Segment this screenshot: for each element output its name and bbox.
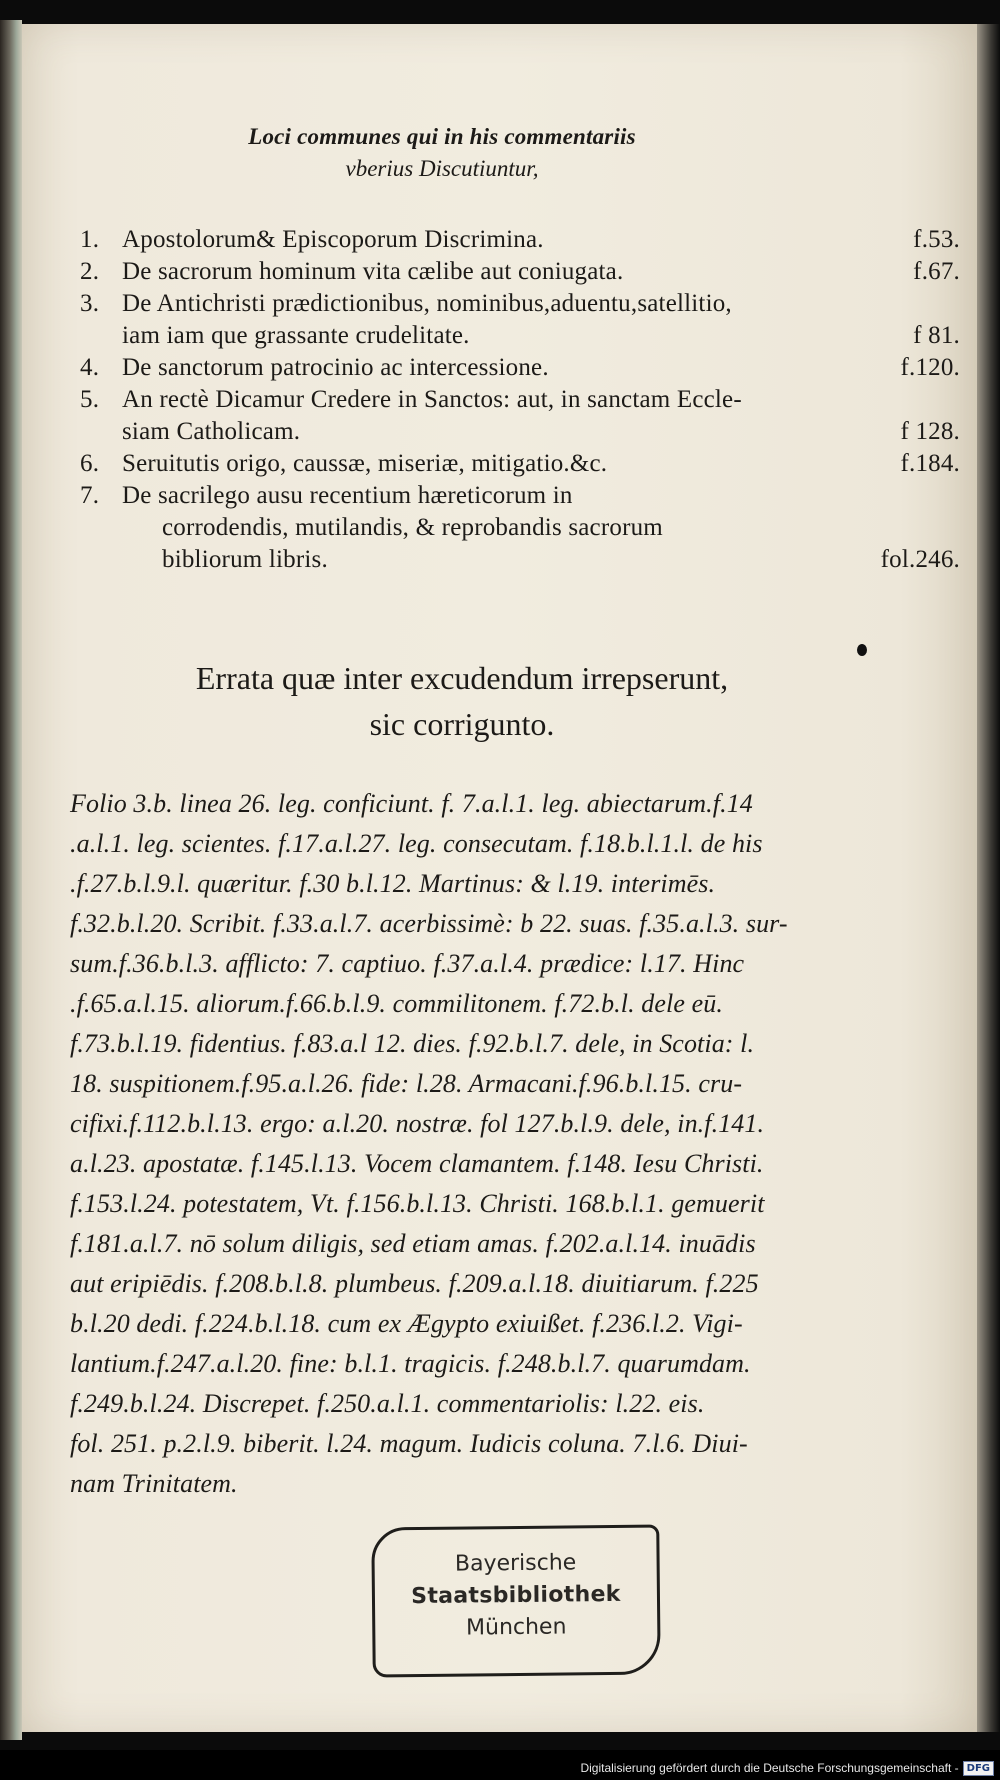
toc-row (80, 480, 960, 512)
stamp-line-3: München (465, 1614, 567, 1641)
book-edge-right (977, 24, 1000, 1732)
stamp-line-1: Bayerische (454, 1550, 577, 1577)
toc-entry-text: Seruitutis origo, caussæ, miseriæ, mitigatio.&c. (122, 450, 608, 477)
stamp-line-2: Staatsbibliothek (411, 1581, 621, 1610)
ink-dot (857, 644, 867, 656)
errata-line: a.l.23. apostatæ. f.145.l.13. Vocem clamantem. f.148. Iesu Christi. (70, 1149, 764, 1178)
errata-line: nam Trinitatem. (70, 1469, 238, 1498)
errata-line: .a.l.1. leg. scientes. f.17.a.l.27. leg. consecutam. f.18.b.l.1.l. de his (70, 829, 763, 858)
errata-list (70, 784, 948, 1504)
toc-entry-text: siam Catholicam. (122, 418, 301, 445)
toc-entry-text: An rectè Dicamur Credere in Sanctos: aut, in sanctam Eccle- (122, 386, 742, 413)
toc-entry-text: De sacrilego ausu recentium hæreticorum in (122, 482, 573, 509)
toc-entry-text: De sacrorum hominum vita cælibe aut coniugata. (122, 258, 624, 285)
errata-line: b.l.20 dedi. f.224.b.l.18. cum ex Ægypto exiuißet. f.236.l.2. Vigi- (70, 1309, 743, 1338)
book-page (22, 24, 977, 1732)
table-of-contents (80, 224, 960, 576)
errata-line: fol. 251. p.2.l.9. biberit. l.24. magum. Iudicis coluna. 7.l.6. Diui- (70, 1429, 748, 1458)
dfg-logo: DFG (963, 1761, 994, 1776)
toc-number: 2. (80, 258, 100, 285)
errata-heading: Errata quæ inter excudendum irrepserunt, (195, 660, 729, 696)
toc-row (80, 224, 960, 256)
toc-folio: f.120. (900, 354, 960, 381)
errata-line: lantium.f.247.a.l.20. fine: b.l.1. tragicis. f.248.b.l.7. quarumdam. (70, 1349, 751, 1378)
toc-folio: f.67. (913, 258, 960, 285)
toc-row (80, 416, 960, 448)
toc-folio: f.184. (900, 450, 960, 477)
toc-row (80, 384, 960, 416)
toc-number: 3. (80, 290, 100, 317)
errata-line: Folio 3.b. linea 26. leg. conficiunt. f. 7.a.l.1. leg. abiectarum.f.14 (70, 789, 753, 818)
errata-line: f.32.b.l.20. Scribit. f.33.a.l.7. acerbissimè: b 22. suas. f.35.a.l.3. sur- (70, 909, 788, 938)
footer-text: Digitalisierung gefördert durch die Deutsche Forschungsgemeinschaft - (580, 1761, 959, 1775)
toc-row (80, 512, 960, 544)
toc-entry-text: De sanctorum patrocinio ac intercessione. (122, 354, 549, 381)
digitization-footer (580, 1758, 994, 1778)
toc-entry-text: bibliorum libris. (162, 546, 328, 573)
toc-number: 5. (80, 386, 100, 413)
errata-line: .f.65.a.l.15. aliorum.f.66.b.l.9. commilitonem. f.72.b.l. dele eū. (70, 989, 723, 1018)
toc-row (80, 256, 960, 288)
errata-line: aut eripiēdis. f.208.b.l.8. plumbeus. f.209.a.l.18. diuitiarum. f.225 (70, 1269, 759, 1298)
toc-number: 6. (80, 450, 100, 477)
toc-row (80, 544, 960, 576)
toc-folio: f 128. (900, 418, 960, 445)
errata-line: 18. suspitionem.f.95.a.l.26. fide: l.28. Armacani.f.96.b.l.15. cru- (70, 1069, 743, 1098)
toc-row (80, 320, 960, 352)
errata-line: f.153.l.24. potestatem, Vt. f.156.b.l.13. Christi. 168.b.l.1. gemuerit (70, 1189, 765, 1218)
toc-number: 1. (80, 226, 100, 253)
library-stamp (371, 1524, 661, 1677)
errata-line: .f.27.b.l.9.l. quæritur. f.30 b.l.12. Martinus: & l.19. interimēs. (70, 869, 716, 898)
errata-line: f.73.b.l.19. fidentius. f.83.a.l 12. dies. f.92.b.l.7. dele, in Scotia: l. (70, 1029, 755, 1058)
errata-line: f.249.b.l.24. Discrepet. f.250.a.l.1. commentariolis: l.22. eis. (70, 1389, 705, 1418)
book-edge-left (0, 20, 22, 1740)
errata-line: f.181.a.l.7. nō solum diligis, sed etiam amas. f.202.a.l.14. inuādis (70, 1229, 756, 1258)
toc-number: 7. (80, 482, 100, 509)
toc-entry-text: iam iam que grassante crudelitate. (122, 322, 470, 349)
toc-entry-text: Apostolorum& Episcoporum Discrimina. (122, 226, 544, 253)
errata-subheading: sic corrigunto. (369, 706, 555, 742)
errata-line: cifixi.f.112.b.l.13. ergo: a.l.20. nostræ. fol 127.b.l.9. dele, in.f.141. (70, 1109, 765, 1138)
toc-number: 4. (80, 354, 100, 381)
toc-folio: f 81. (913, 322, 960, 349)
toc-entry-text: De Antichristi prædictionibus, nominibus,aduentu,satellitio, (122, 290, 732, 317)
toc-entry-text: corrodendis, mutilandis, & reprobandis sacrorum (162, 514, 663, 541)
page-subheading: vberius Discutiuntur, (345, 156, 539, 181)
toc-row (80, 352, 960, 384)
page-heading: Loci communes qui in his commentariis (248, 124, 636, 149)
toc-row (80, 288, 960, 320)
errata-line: sum.f.36.b.l.3. afflicto: 7. captiuo. f.37.a.l.4. prædice: l.17. Hinc (70, 949, 745, 978)
toc-row (80, 448, 960, 480)
toc-folio: fol.246. (880, 546, 960, 573)
toc-folio: f.53. (913, 226, 960, 253)
